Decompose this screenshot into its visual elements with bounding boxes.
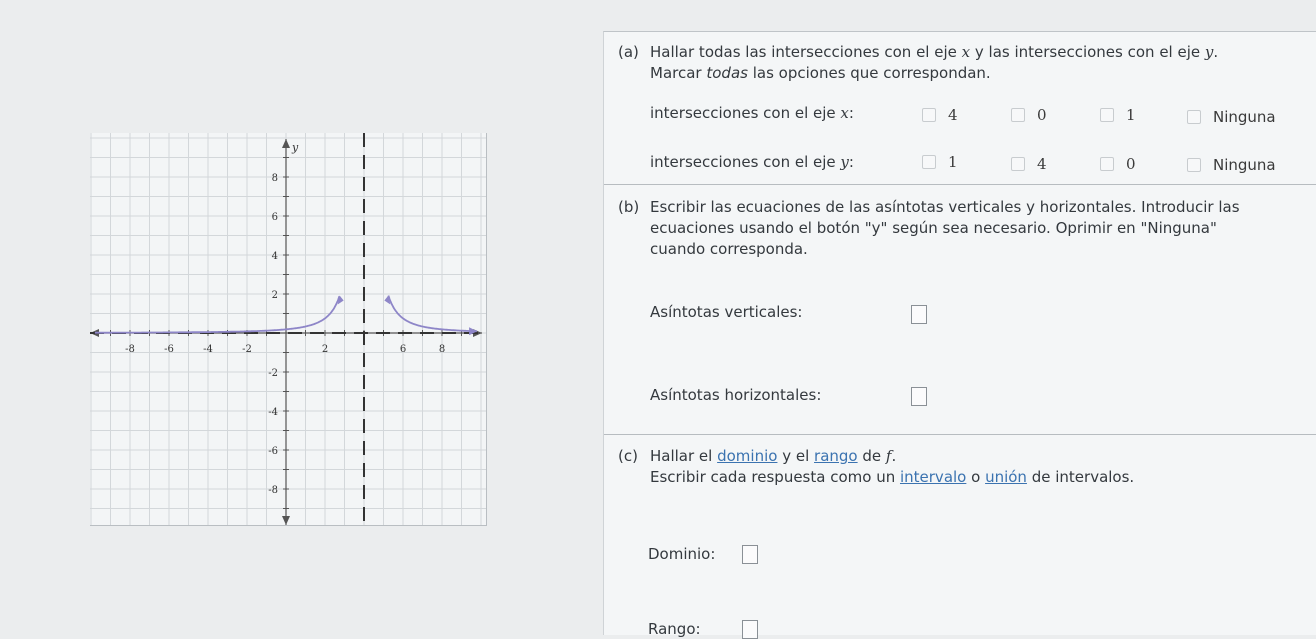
y-tick-label: 2 xyxy=(271,290,278,301)
part-c-prompt: (c) Hallar el dominio y el rango de f. Escribir cada respuesta como un intervalo o unión de intervalos. xyxy=(618,447,1135,486)
horizontal-asymptotes-label: Asíntotas horizontales: xyxy=(650,386,822,404)
y-tick-label: -2 xyxy=(268,368,278,379)
interval-link[interactable]: intervalo xyxy=(899,468,967,486)
domain-label: Dominio: xyxy=(648,545,716,563)
part-a-prompt: (a) Hallar todas las intersecciones con el eje x y las intersecciones con el eje y. Marcar todas las opciones que correspondan. xyxy=(618,43,1219,82)
vertical-asymptotes-label: Asíntotas verticales: xyxy=(650,303,803,321)
range-input[interactable] xyxy=(742,620,758,639)
y-tick-label: 6 xyxy=(271,212,278,223)
y-tick-label: -4 xyxy=(268,407,278,418)
domain-link[interactable]: dominio xyxy=(717,447,778,465)
checkbox[interactable] xyxy=(1100,108,1114,122)
checkbox[interactable] xyxy=(1011,108,1025,122)
x-tick-label: -8 xyxy=(125,344,135,355)
graph-canvas xyxy=(90,133,486,525)
checkbox[interactable] xyxy=(922,155,936,169)
part-c xyxy=(604,435,1316,638)
function-graph xyxy=(90,133,487,526)
x-intercepts-label: intersecciones con el eje x: xyxy=(650,104,854,122)
question-panel xyxy=(603,31,1316,638)
horizontal-asymptotes-input[interactable] xyxy=(911,387,927,406)
part-a-letter: (a) xyxy=(618,43,639,61)
checkbox[interactable] xyxy=(922,108,936,122)
y-tick-label: 8 xyxy=(271,173,278,184)
y-axis-arrow xyxy=(282,139,290,148)
x-tick-label: -2 xyxy=(242,344,252,355)
x-tick-label: -4 xyxy=(203,344,213,355)
y-tick-label: 4 xyxy=(271,251,278,262)
curve-left-branch xyxy=(95,296,340,333)
checkbox[interactable] xyxy=(1100,157,1114,171)
checkbox[interactable] xyxy=(1011,157,1025,171)
checkbox[interactable] xyxy=(1187,110,1201,124)
part-b xyxy=(604,185,1316,435)
part-b-prompt: (b) Escribir las ecuaciones de las asíntotas verticales y horizontales. Introducir las ecuaciones usando el botón "y" según sea necesario. Oprimir en "Ninguna" cuando corresponda. xyxy=(618,198,1240,258)
x-intercepts-row xyxy=(650,104,854,122)
range-link[interactable]: rango xyxy=(814,447,858,465)
y-tick-label: -8 xyxy=(268,485,278,496)
y-axis-letter: y xyxy=(292,141,299,154)
x-tick-label: 2 xyxy=(321,344,329,355)
vertical-asymptotes-input[interactable] xyxy=(911,305,927,324)
range-label: Rango: xyxy=(648,620,701,638)
domain-input[interactable] xyxy=(742,545,758,564)
checkbox[interactable] xyxy=(1187,158,1201,172)
x-tick-label: -6 xyxy=(164,344,174,355)
x-tick-label: 8 xyxy=(438,344,446,355)
y-axis-arrow xyxy=(282,516,290,525)
x-tick-label: 6 xyxy=(399,344,407,355)
part-a: (a) Hallar todas las intersecciones con el eje x y las intersecciones con el eje y. Marcar todas las opciones que correspondan. intersecciones con el eje x: 4 0 1 Ninguna intersecciones con el eje y: 1 4 0 Ninguna xyxy=(604,32,1316,185)
y-intercepts-label: intersecciones con el eje y: xyxy=(650,153,854,171)
y-tick-label: -6 xyxy=(268,446,278,457)
union-link[interactable]: unión xyxy=(985,468,1027,486)
y-intercepts-row xyxy=(650,153,854,171)
